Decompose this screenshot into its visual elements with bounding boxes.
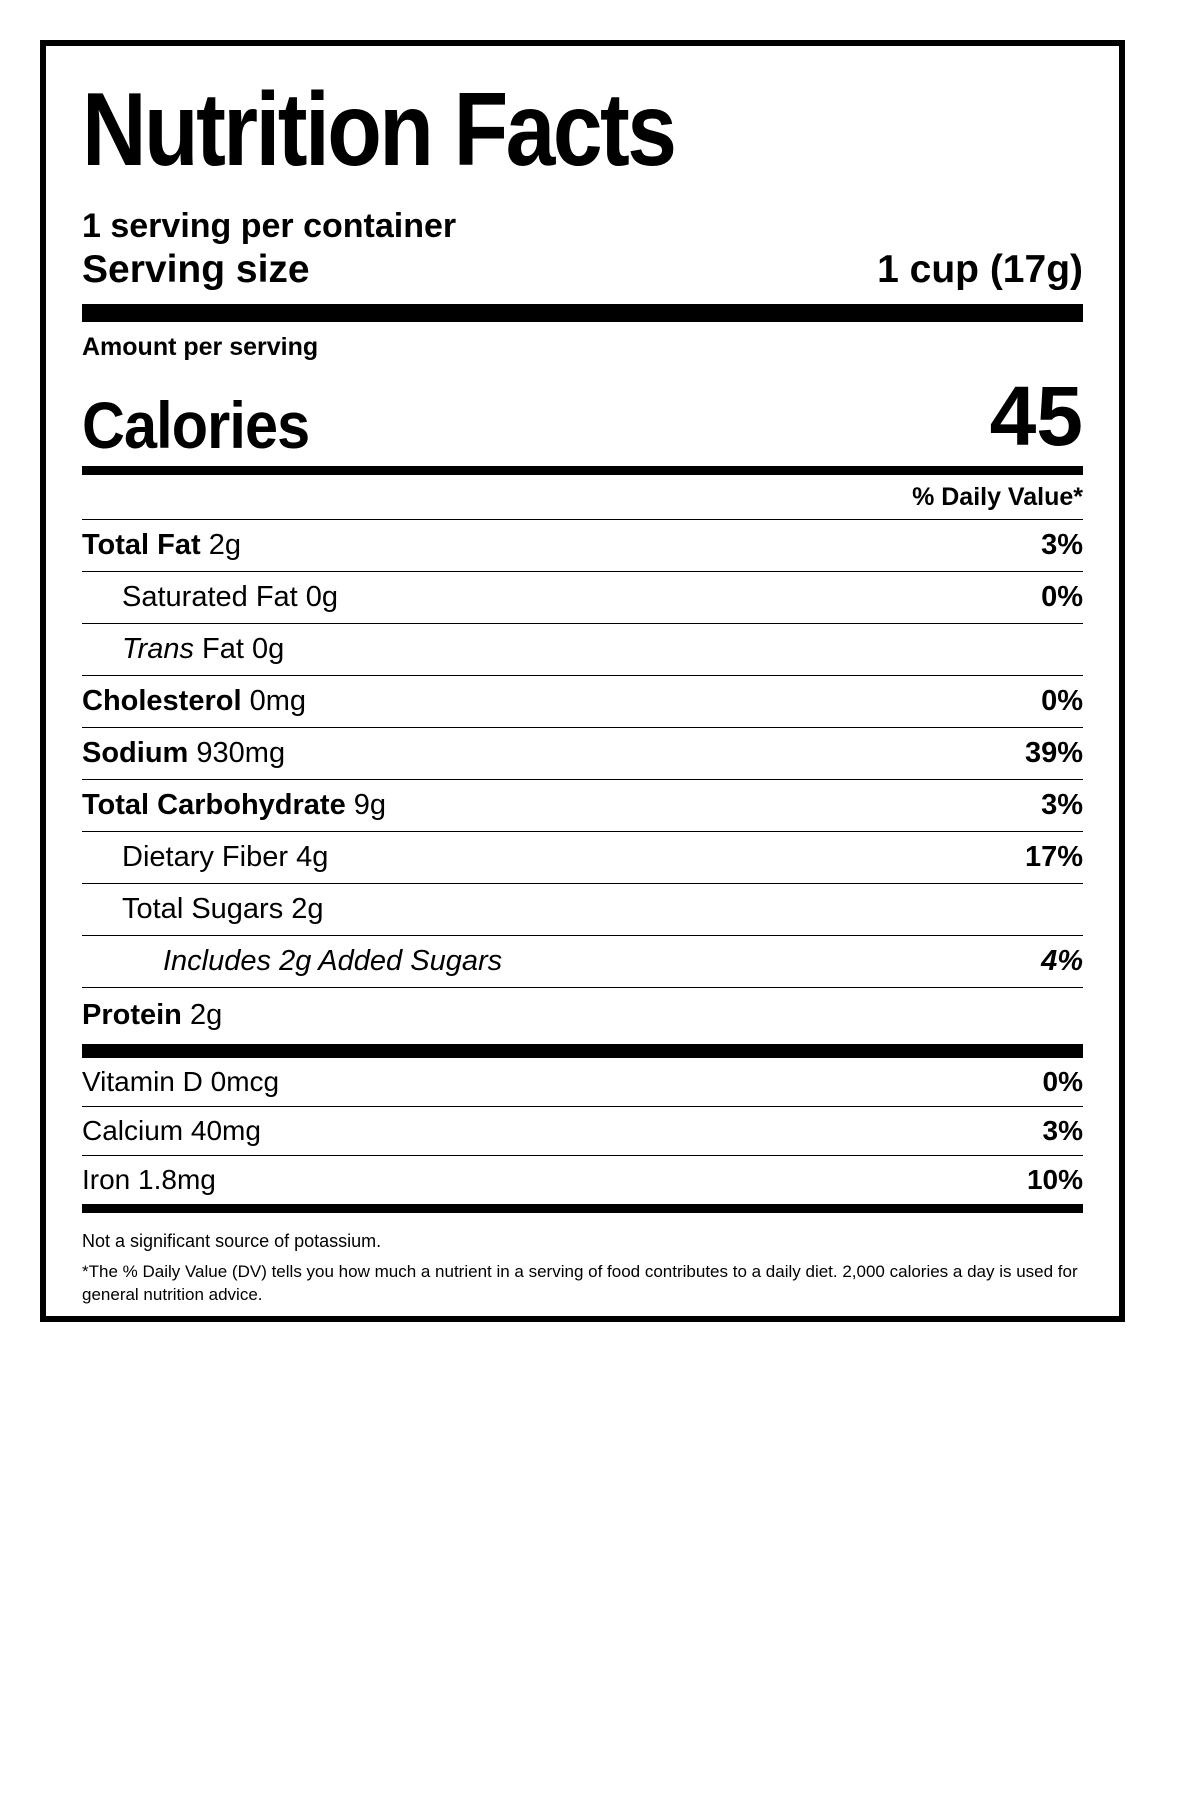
nutrient-label (122, 893, 324, 926)
label-title: Nutrition Facts (82, 72, 675, 188)
vitamin-row-calcium (82, 1107, 1083, 1156)
nutrient-amount: 0g (305, 580, 339, 613)
nutrient-name: Includes 2g Added Sugars (163, 944, 503, 977)
nutrient-dv: 3% (1041, 528, 1083, 561)
nutrient-dv: 39% (1024, 736, 1083, 769)
medium-divider-footer (82, 1204, 1083, 1213)
calories-value: 45 (989, 368, 1083, 463)
nutrient-name: Protein (82, 999, 182, 1032)
servings-per-container: 1 serving per container (82, 207, 457, 245)
nutrient-row-sodium (82, 728, 1083, 780)
amount-per-serving: Amount per serving (82, 332, 319, 361)
serving-size-row (82, 247, 1083, 304)
nutrient-row-total-fat (82, 520, 1083, 572)
nutrient-row-cholesterol (82, 676, 1083, 728)
nutrient-label (122, 581, 338, 614)
nutrient-name: Total Fat (82, 528, 201, 561)
nutrient-dv: 4% (1041, 944, 1083, 977)
nutrient-name: Saturated Fat (122, 580, 298, 613)
nutrient-name: Total Carbohydrate (82, 788, 346, 821)
footnotes (82, 1213, 1083, 1307)
nutrient-label (82, 685, 306, 718)
nutrient-row-added-sugars (82, 936, 1083, 988)
nutrition-facts-label (40, 40, 1125, 1322)
nutrient-name: Sodium (82, 736, 189, 769)
nutrient-amount: 0mg (249, 684, 307, 717)
serving-size-value: 1 cup (17g) (877, 247, 1083, 291)
calories-label: Calories (82, 387, 310, 462)
nutrient-row-protein (82, 988, 1083, 1044)
vitamin-label: Iron 1.8mg (82, 1163, 216, 1195)
nutrient-label (82, 789, 386, 822)
nutrient-row-total-carbohydrate (82, 780, 1083, 832)
nutrient-label (122, 841, 328, 874)
nutrient-row-dietary-fiber (82, 832, 1083, 884)
nutrient-label (163, 945, 502, 978)
nutrient-amount: 4g (296, 840, 329, 873)
nutrient-row-saturated-fat (82, 572, 1083, 624)
vitamin-dv: 3% (1042, 1114, 1083, 1146)
nutrient-name: Dietary Fiber (122, 840, 288, 873)
vitamin-row-iron (82, 1156, 1083, 1204)
nutrient-amount: 930mg (196, 736, 286, 769)
nutrient-row-total-sugars (82, 884, 1083, 936)
nutrient-label (122, 633, 284, 666)
nutrient-name: Trans (122, 632, 194, 665)
nutrient-name: Cholesterol (82, 684, 242, 717)
daily-value-header: % Daily Value* (82, 475, 1083, 520)
nutrient-name: Total Sugars (122, 892, 284, 925)
potassium-note: Not a significant source of potassium. (82, 1230, 382, 1251)
nutrient-amount: 0g (252, 632, 285, 665)
thick-divider (82, 304, 1083, 322)
nutrient-row-trans-fat (82, 624, 1083, 676)
nutrient-amount: 2g (291, 892, 324, 925)
nutrient-label (82, 529, 241, 562)
nutrient-amount: 9g (353, 788, 387, 821)
vitamin-label: Calcium 40mg (82, 1114, 261, 1146)
nutrient-dv: 0% (1041, 580, 1083, 613)
nutrient-label (82, 999, 222, 1032)
thick-divider-vitamins (82, 1044, 1083, 1058)
daily-value-footnote: *The % Daily Value (DV) tells you how much a nutrient in a serving of food contributes to a daily diet. 2,000 calories a day is used for general nutrition advice. (82, 1261, 1078, 1304)
nutrient-dv: 0% (1041, 684, 1083, 717)
nutrient-dv: 17% (1024, 840, 1083, 873)
vitamin-label: Vitamin D 0mcg (82, 1065, 280, 1097)
serving-size-label: Serving size (82, 247, 310, 291)
nutrient-label (82, 737, 285, 770)
nutrient-amount: 2g (189, 999, 223, 1032)
calories-row (82, 362, 1083, 466)
medium-divider (82, 466, 1083, 475)
nutrient-dv: 3% (1041, 788, 1083, 821)
vitamin-dv: 0% (1042, 1065, 1083, 1097)
vitamin-row-vitamin-d (82, 1058, 1083, 1107)
vitamin-dv: 10% (1026, 1163, 1083, 1195)
nutrient-name-rest: Fat (202, 632, 244, 665)
nutrient-amount: 2g (208, 528, 242, 561)
